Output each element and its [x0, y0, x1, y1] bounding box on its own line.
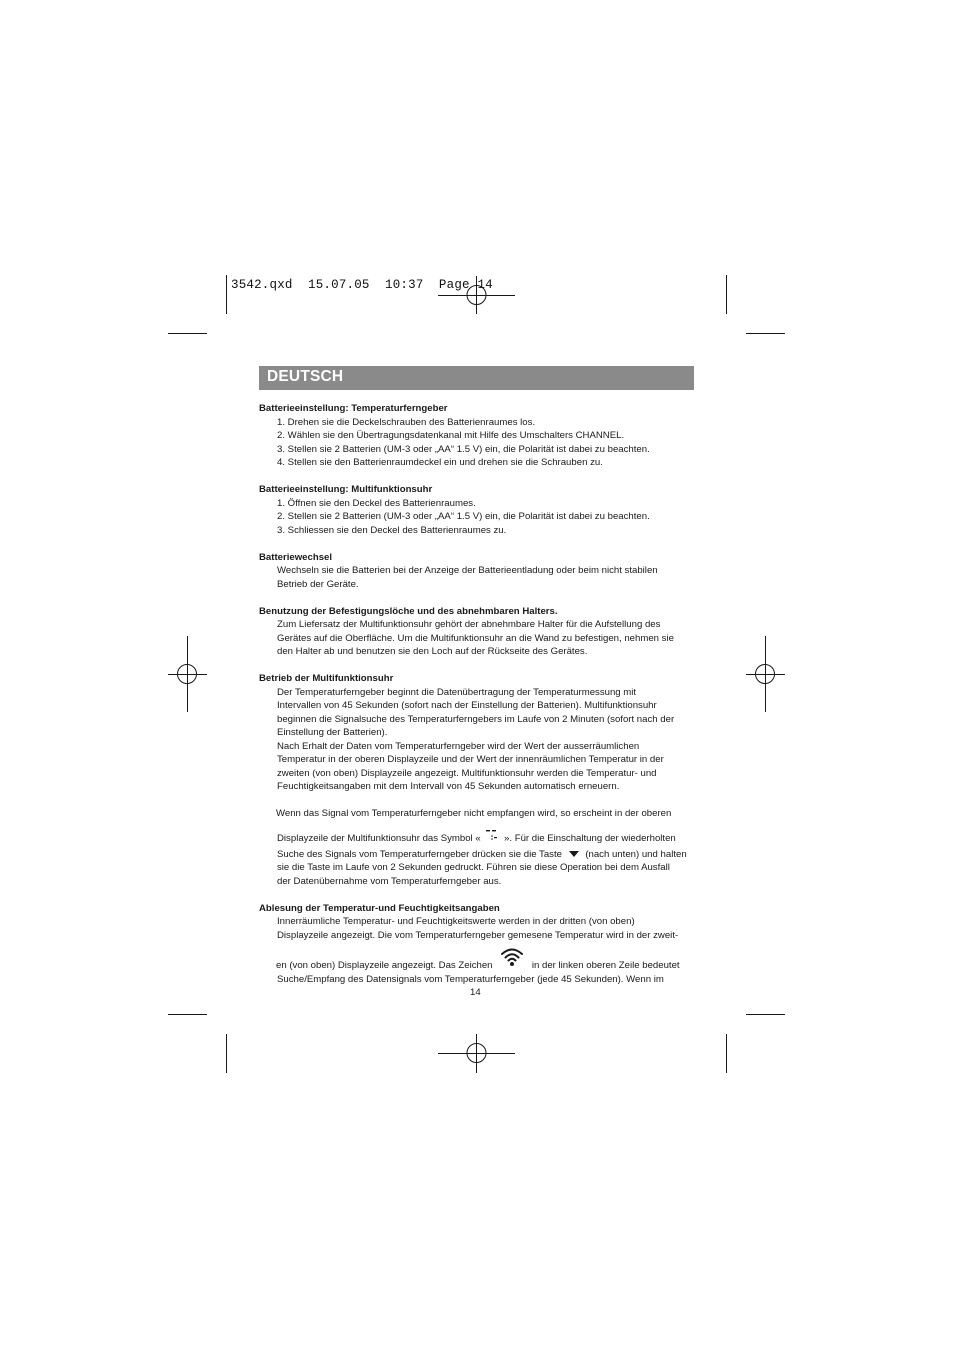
text-line: Suche/Empfang des Datensignals vom Temperaturferngeber (jede 45 Sekunden). Wenn im [277, 973, 664, 985]
numbered-list [259, 497, 699, 538]
text-line: Feuchtigkeitsangaben mit dem Intervall von 45 Sekunden automatisch erneuern. [277, 781, 620, 792]
registration-mark-right [746, 636, 785, 712]
list-item: 3. Stellen sie 2 Batterien (UM-3 oder „AA“ 1.5 V) ein, die Polarität ist dabei zu beachten. [277, 443, 650, 455]
text-line: sie die Taste im Laufe von 2 Sekunden gedruckt. Führen sie diese Operation bei dem Ausfall [277, 862, 670, 873]
section-heading: Ablesung der Temperatur-und Feuchtigkeitsangaben [259, 902, 500, 914]
text-line: beginnen die Signalsuche des Temperaturferngebers im Laufe von 2 Minuten (sofort nach der [277, 713, 675, 725]
text-line-with-signal [276, 946, 699, 973]
file-slug: 3542.qxd 15.07.05 10:37 Page 14 [231, 278, 493, 292]
text-line: zweiten (von oben) Displayzeile angezeigt. Multifunktionsuhr werden die Temperatur- und [277, 767, 657, 779]
list-item: 2. Wählen sie den Übertragungsdatenkanal mit Hilfe des Umschalters CHANNEL. [277, 430, 625, 441]
section-battery-change [259, 551, 699, 592]
language-banner [259, 366, 694, 390]
manual-content [259, 402, 699, 986]
registration-mark-bottom [438, 1034, 515, 1073]
signal-wave-icon [499, 946, 525, 970]
text-line-with-arrow [277, 848, 699, 862]
text-line: Wechseln sie die Batterien bei der Anzeige der Batterieentladung oder beim nicht stabilen [277, 565, 658, 576]
text-line: Intervallen von 45 Sekunden (sofort nach der Einstellung der Batterien). Multifunktionsuhr [277, 700, 657, 711]
section-heading: Batterieeinstellung: Temperaturferngeber [259, 403, 448, 414]
list-item: 2. Stellen sie 2 Batterien (UM-3 oder „AA“ 1.5 V) ein, die Polarität ist dabei zu beachten. [277, 511, 650, 522]
text-fragment: (nach unten) und halten [585, 848, 687, 860]
text-line-with-symbol [277, 828, 699, 846]
section-heading: Batterieeinstellung: Multifunktionsuhr [259, 484, 433, 495]
list-item: 1. Drehen sie die Deckelschrauben des Batterienraumes los. [277, 416, 536, 428]
text-fragment: in der linken oberen Zeile bedeutet [531, 960, 680, 971]
text-line: der Datenübernahme vom Temperaturferngeber aus. [277, 875, 502, 887]
dash-symbol-icon [485, 828, 499, 844]
paragraph [259, 618, 699, 659]
text-line: Der Temperaturferngeber beginnt die Datenübertragung der Temperaturmessung mit [277, 686, 637, 698]
list-item: 3. Schliessen sie den Deckel des Batterienraumes zu. [277, 524, 507, 536]
text-fragment: ». Für die Einschaltung der wiederholten [504, 833, 676, 844]
text-line: Einstellung der Batterien). [277, 727, 388, 738]
banner-title: DEUTSCH [267, 368, 344, 385]
page-number: 14 [470, 987, 481, 998]
down-triangle-icon [568, 850, 580, 858]
section-heading: Benutzung der Befestigungslöche und des abnehmbaren Halters. [259, 605, 558, 617]
section-operation [259, 672, 699, 888]
text-fragment: Suche des Signals vom Temperaturferngeber drücken sie die Taste [277, 848, 562, 860]
text-line: Zum Liefersatz der Multifunktionsuhr gehört der abnehmbare Halter für die Aufstellung des [277, 619, 661, 630]
section-heading: Betrieb der Multifunktionsuhr [259, 673, 394, 684]
registration-mark-left [168, 636, 207, 712]
text-line: Wenn das Signal vom Temperaturferngeber nicht empfangen wird, so erscheint in der oberen [276, 807, 672, 819]
text-line: Gerätes auf die Oberfläche. Um die Multifunktionsuhr an die Wand zu befestigen, nehmen sie [277, 632, 674, 644]
paragraph [259, 915, 699, 986]
numbered-list [259, 416, 699, 470]
text-line: Displayzeile angezeigt. Die vom Temperaturferngeber gemesene Temperatur wird in der zweit- [277, 929, 679, 941]
section-battery-clock [259, 483, 699, 537]
text-line: Temperatur in der oberen Displayzeile und der Wert der innenräumlichen Temperatur in der [277, 754, 664, 765]
paragraph [259, 564, 699, 591]
text-line: Betrieb der Geräte. [277, 578, 359, 590]
section-battery-transmitter [259, 402, 699, 470]
section-reading [259, 902, 699, 987]
paragraph [259, 686, 699, 889]
list-item: 1. Öffnen sie den Deckel des Batterienraumes. [277, 497, 476, 509]
text-line: Innerräumliche Temperatur- und Feuchtigkeitswerte werden in der dritten (von oben) [277, 916, 635, 927]
text-fragment: en (von oben) Displayzeile angezeigt. Das Zeichen [276, 960, 493, 971]
text-line: Nach Erhalt der Daten vom Temperaturferngeber wird der Wert der ausserräumlichen [277, 740, 640, 752]
section-mounting [259, 605, 699, 659]
text-fragment: Displayzeile der Multifunktionsuhr das Symbol « [277, 833, 481, 844]
section-heading: Batteriewechsel [259, 551, 333, 563]
text-line: den Halter ab und benutzen sie den Loch auf der Rückseite des Gerätes. [277, 646, 588, 657]
list-item: 4. Stellen sie den Batterienraumdeckel ein und drehen sie die Schrauben zu. [277, 457, 603, 468]
